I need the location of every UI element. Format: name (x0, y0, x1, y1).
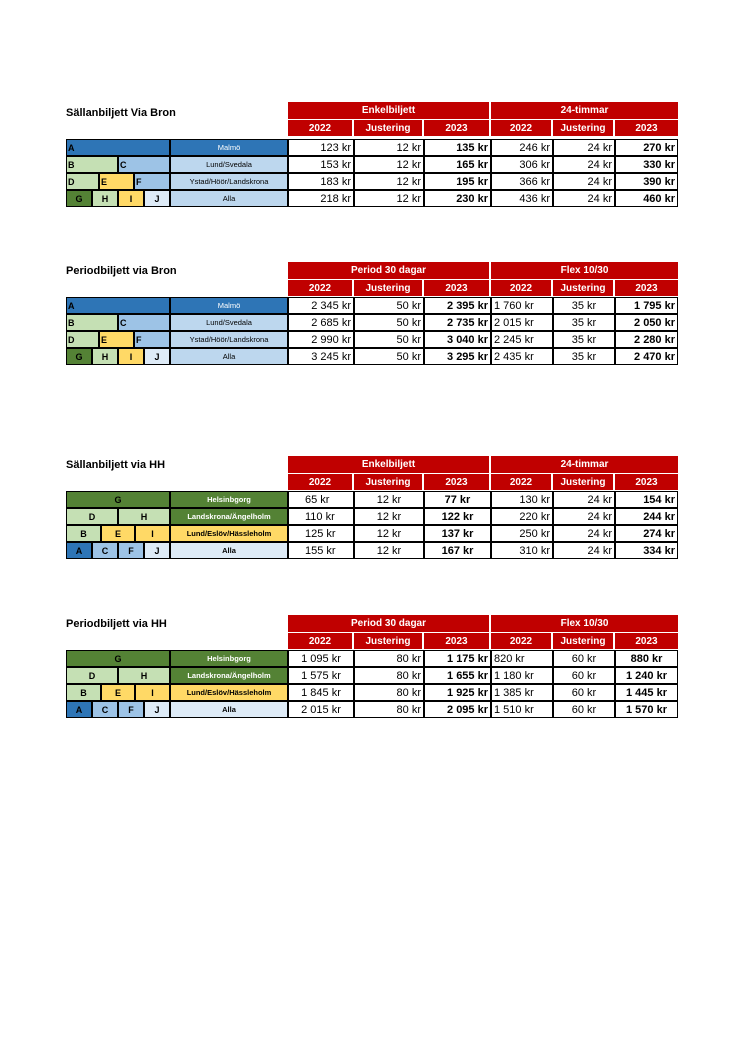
value-cell: 1 180 kr (491, 667, 553, 684)
value-cell: 35 kr (553, 331, 615, 348)
value-cell: 12 kr (354, 508, 424, 525)
value-cell-bold: 1 445 kr (615, 684, 678, 701)
value-cell-bold: 195 kr (424, 173, 491, 190)
value-cell: 50 kr (354, 297, 424, 314)
value-cell-bold: 135 kr (424, 139, 491, 156)
value-cell: 1 760 kr (491, 297, 553, 314)
zone-cell-d: D (66, 667, 118, 684)
col-header: 2022 (491, 474, 551, 490)
zone-cell-c: C (118, 314, 170, 331)
zone-cell-h: H (92, 348, 118, 365)
group-header-b: 24-timmar (491, 102, 678, 119)
destination-cell: Landskrona/Ängelholm (170, 667, 288, 684)
value-cell: 246 kr (491, 139, 553, 156)
group-header-a: Enkelbiljett (288, 456, 489, 473)
col-header: 2023 (424, 474, 489, 490)
zone-cell-i: I (135, 684, 170, 701)
value-cell: 2 990 kr (288, 331, 354, 348)
value-cell: 218 kr (288, 190, 354, 207)
zone-cell-b: B (66, 156, 118, 173)
table-sallan-bron (66, 102, 678, 208)
value-cell: 130 kr (491, 491, 553, 508)
col-header: Justering (553, 120, 613, 136)
value-cell-bold: 77 kr (424, 491, 491, 508)
value-cell-bold: 1 925 kr (424, 684, 491, 701)
table-row (66, 139, 678, 156)
destination-cell: Lund/Eslöv/Hässleholm (170, 525, 288, 542)
value-cell: 35 kr (553, 297, 615, 314)
value-cell: 80 kr (354, 650, 424, 667)
zone-cell-a: A (66, 139, 170, 156)
table-header (288, 615, 678, 649)
value-cell: 80 kr (354, 684, 424, 701)
table-row (66, 508, 678, 525)
zone-cell-d: D (66, 331, 99, 348)
zone-cell-c: C (92, 701, 118, 718)
destination-cell: Alla (170, 701, 288, 718)
value-cell-bold: 1 175 kr (424, 650, 491, 667)
destination-cell: Ystad/Höör/Landskrona (170, 173, 288, 190)
destination-cell: Lund/Eslöv/Hässleholm (170, 684, 288, 701)
value-cell: 306 kr (491, 156, 553, 173)
zone-cell-e: E (101, 684, 135, 701)
zone-cell-b: B (66, 684, 101, 701)
value-cell: 1 845 kr (288, 684, 354, 701)
value-cell-bold: 1 655 kr (424, 667, 491, 684)
value-cell: 1 510 kr (491, 701, 553, 718)
zone-cell-j: J (144, 348, 170, 365)
zone-cell-a: A (66, 701, 92, 718)
value-cell: 2 245 kr (491, 331, 553, 348)
group-header-a: Period 30 dagar (288, 615, 489, 632)
zone-cell-a: A (66, 542, 92, 559)
table-row (66, 190, 678, 207)
table-header (288, 262, 678, 296)
value-cell-bold: 334 kr (615, 542, 678, 559)
value-cell: 60 kr (553, 684, 615, 701)
value-cell: 2 015 kr (288, 701, 354, 718)
value-cell: 220 kr (491, 508, 553, 525)
value-cell: 110 kr (288, 508, 354, 525)
value-cell-bold: 2 735 kr (424, 314, 491, 331)
table-period-bron (66, 262, 678, 368)
zone-cell-h: H (118, 508, 170, 525)
zone-cell-f: F (118, 542, 144, 559)
value-cell: 12 kr (354, 190, 424, 207)
value-cell-bold: 230 kr (424, 190, 491, 207)
value-cell: 24 kr (553, 525, 615, 542)
table-row (66, 650, 678, 667)
value-cell-bold: 137 kr (424, 525, 491, 542)
table-period-hh (66, 615, 678, 721)
col-header: Justering (354, 474, 422, 490)
destination-cell: Lund/Svedala (170, 156, 288, 173)
col-header: 2023 (615, 474, 678, 490)
value-cell: 1 575 kr (288, 667, 354, 684)
value-cell: 12 kr (354, 525, 424, 542)
table-row (66, 684, 678, 701)
zone-cell-e: E (99, 331, 134, 348)
value-cell: 50 kr (354, 348, 424, 365)
value-cell: 12 kr (354, 173, 424, 190)
value-cell: 2 435 kr (491, 348, 553, 365)
zone-cell-h: H (92, 190, 118, 207)
destination-cell: Helsinbgorg (170, 491, 288, 508)
destination-cell: Malmö (170, 139, 288, 156)
value-cell-bold: 244 kr (615, 508, 678, 525)
col-header: 2022 (288, 280, 352, 296)
value-cell: 155 kr (288, 542, 354, 559)
col-header: 2023 (424, 120, 489, 136)
value-cell: 1 385 kr (491, 684, 553, 701)
group-header-b: Flex 10/30 (491, 615, 678, 632)
value-cell: 24 kr (553, 156, 615, 173)
value-cell: 24 kr (553, 508, 615, 525)
value-cell: 820 kr (491, 650, 553, 667)
table-row (66, 348, 678, 365)
col-header: 2023 (424, 633, 489, 649)
group-header-b: 24-timmar (491, 456, 678, 473)
value-cell-bold: 154 kr (615, 491, 678, 508)
destination-cell: Alla (170, 348, 288, 365)
value-cell: 250 kr (491, 525, 553, 542)
col-header: Justering (354, 120, 422, 136)
zone-cell-i: I (118, 190, 144, 207)
zone-cell-g: G (66, 650, 170, 667)
destination-cell: Alla (170, 542, 288, 559)
value-cell-bold: 390 kr (615, 173, 678, 190)
table-row (66, 491, 678, 508)
zone-cell-d: D (66, 508, 118, 525)
value-cell: 3 245 kr (288, 348, 354, 365)
table-title: Periodbiljett via Bron (66, 265, 177, 277)
table-row (66, 542, 678, 559)
value-cell: 125 kr (288, 525, 354, 542)
col-header: Justering (553, 474, 613, 490)
zone-cell-e: E (99, 173, 134, 190)
value-cell: 24 kr (553, 190, 615, 207)
value-cell-bold: 2 050 kr (615, 314, 678, 331)
value-cell-bold: 2 095 kr (424, 701, 491, 718)
value-cell: 35 kr (553, 314, 615, 331)
zone-cell-c: C (118, 156, 170, 173)
col-header: 2023 (615, 633, 678, 649)
group-header-a: Period 30 dagar (288, 262, 489, 279)
value-cell-bold: 3 295 kr (424, 348, 491, 365)
value-cell-bold: 1 240 kr (615, 667, 678, 684)
group-header-b: Flex 10/30 (491, 262, 678, 279)
value-cell: 24 kr (553, 491, 615, 508)
col-header: Justering (553, 633, 613, 649)
table-row (66, 156, 678, 173)
zone-cell-f: F (134, 173, 170, 190)
destination-cell: Lund/Svedala (170, 314, 288, 331)
zone-cell-g: G (66, 348, 92, 365)
value-cell: 310 kr (491, 542, 553, 559)
value-cell: 1 095 kr (288, 650, 354, 667)
value-cell-bold: 270 kr (615, 139, 678, 156)
zone-cell-j: J (144, 542, 170, 559)
table-title: Periodbiljett via HH (66, 618, 167, 630)
col-header: 2022 (288, 120, 352, 136)
table-row (66, 297, 678, 314)
value-cell: 50 kr (354, 314, 424, 331)
value-cell-bold: 330 kr (615, 156, 678, 173)
value-cell: 60 kr (553, 667, 615, 684)
value-cell: 80 kr (354, 701, 424, 718)
value-cell-bold: 880 kr (615, 650, 678, 667)
table-row (66, 667, 678, 684)
value-cell: 12 kr (354, 156, 424, 173)
zone-cell-g: G (66, 190, 92, 207)
zone-cell-d: D (66, 173, 99, 190)
value-cell-bold: 122 kr (424, 508, 491, 525)
value-cell-bold: 1 570 kr (615, 701, 678, 718)
value-cell: 153 kr (288, 156, 354, 173)
zone-cell-g: G (66, 491, 170, 508)
zone-cell-f: F (134, 331, 170, 348)
value-cell-bold: 1 795 kr (615, 297, 678, 314)
value-cell-bold: 2 395 kr (424, 297, 491, 314)
col-header: 2022 (288, 633, 352, 649)
col-header: Justering (354, 633, 422, 649)
zone-cell-j: J (144, 701, 170, 718)
value-cell: 24 kr (553, 542, 615, 559)
value-cell-bold: 2 280 kr (615, 331, 678, 348)
zone-cell-b: B (66, 525, 101, 542)
value-cell: 2 345 kr (288, 297, 354, 314)
value-cell: 12 kr (354, 139, 424, 156)
value-cell: 80 kr (354, 667, 424, 684)
table-sallan-hh (66, 456, 678, 562)
value-cell: 183 kr (288, 173, 354, 190)
col-header: 2022 (491, 120, 551, 136)
col-header: 2023 (615, 120, 678, 136)
table-row (66, 331, 678, 348)
value-cell: 436 kr (491, 190, 553, 207)
value-cell: 35 kr (553, 348, 615, 365)
value-cell-bold: 460 kr (615, 190, 678, 207)
value-cell: 366 kr (491, 173, 553, 190)
value-cell: 2 685 kr (288, 314, 354, 331)
zone-cell-i: I (118, 348, 144, 365)
table-header (288, 456, 678, 490)
value-cell-bold: 274 kr (615, 525, 678, 542)
table-title: Sällanbiljett via HH (66, 459, 166, 471)
destination-cell: Ystad/Höör/Landskrona (170, 331, 288, 348)
table-row (66, 525, 678, 542)
value-cell-bold: 2 470 kr (615, 348, 678, 365)
col-header: 2022 (491, 633, 551, 649)
value-cell: 24 kr (553, 173, 615, 190)
zone-cell-f: F (118, 701, 144, 718)
destination-cell: Helsinbgorg (170, 650, 288, 667)
value-cell: 60 kr (553, 701, 615, 718)
table-row (66, 314, 678, 331)
destination-cell: Alla (170, 190, 288, 207)
value-cell: 50 kr (354, 331, 424, 348)
col-header: 2022 (491, 280, 551, 296)
destination-cell: Landskrona/Ängelholm (170, 508, 288, 525)
value-cell: 123 kr (288, 139, 354, 156)
col-header: 2023 (615, 280, 678, 296)
zone-cell-b: B (66, 314, 118, 331)
table-header (288, 102, 678, 136)
value-cell-bold: 3 040 kr (424, 331, 491, 348)
zone-cell-j: J (144, 190, 170, 207)
table-title: Sällanbiljett Via Bron (66, 107, 176, 119)
value-cell: 24 kr (553, 139, 615, 156)
value-cell: 12 kr (354, 491, 424, 508)
table-row (66, 173, 678, 190)
col-header: Justering (354, 280, 422, 296)
col-header: 2023 (424, 280, 489, 296)
value-cell: 65 kr (288, 491, 354, 508)
value-cell: 60 kr (553, 650, 615, 667)
zone-cell-i: I (135, 525, 170, 542)
table-row (66, 701, 678, 718)
value-cell: 2 015 kr (491, 314, 553, 331)
destination-cell: Malmö (170, 297, 288, 314)
value-cell-bold: 167 kr (424, 542, 491, 559)
zone-cell-e: E (101, 525, 135, 542)
zone-cell-a: A (66, 297, 170, 314)
value-cell-bold: 165 kr (424, 156, 491, 173)
col-header: 2022 (288, 474, 352, 490)
col-header: Justering (553, 280, 613, 296)
zone-cell-c: C (92, 542, 118, 559)
zone-cell-h: H (118, 667, 170, 684)
value-cell: 12 kr (354, 542, 424, 559)
group-header-a: Enkelbiljett (288, 102, 489, 119)
